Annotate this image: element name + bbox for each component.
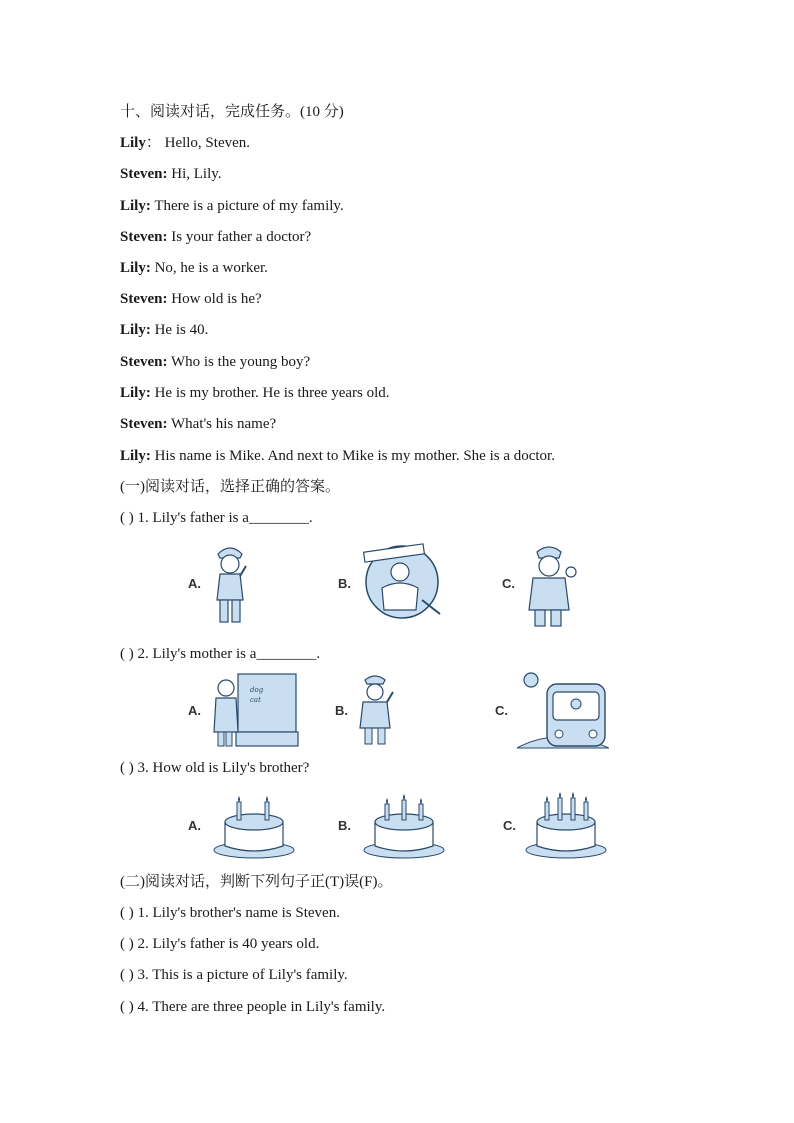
question-1-options <box>185 538 625 633</box>
svg-text:cat: cat <box>250 696 261 704</box>
utterance: What's his name? <box>170 416 277 432</box>
option-c-label: C. <box>495 703 508 718</box>
dialogue-line: Lily： Hello, Steven. <box>120 135 251 151</box>
dialogue-line <box>120 352 310 372</box>
nurse-icon <box>355 672 395 748</box>
teacher-icon <box>210 672 300 748</box>
svg-text:dog: dog <box>250 686 264 694</box>
option-c-label: C. <box>503 818 516 833</box>
tf-item-3: ( ) 3. This is a picture of Lily's family. <box>120 967 348 983</box>
option-c-label: C. <box>502 576 515 591</box>
utterance: He is my brother. He is three years old. <box>154 385 390 401</box>
utterance: Hello, Steven. <box>164 135 251 151</box>
question-3-options <box>185 786 625 866</box>
tf-item-4: ( ) 4. There are three people in Lily's family. <box>120 999 386 1015</box>
utterance: Who is the young boy? <box>170 354 311 370</box>
section-title: 十、阅读对话，完成任务。(10 分) <box>120 104 344 120</box>
cake-four-candles-icon <box>525 790 607 860</box>
part2-title: (二)阅读对话，判断下列句子正(T)误(F)。 <box>120 874 393 890</box>
speaker: Lily: <box>120 448 151 464</box>
cake-three-candles-icon <box>363 792 445 860</box>
utterance: Hi, Lily. <box>171 166 222 182</box>
option-b-label: B. <box>335 703 348 718</box>
part1-title: (一)阅读对话，选择正确的答案。 <box>120 479 340 495</box>
speaker: Steven: <box>120 291 168 307</box>
utterance: There is a picture of my family. <box>154 198 344 214</box>
worker-icon <box>360 540 450 622</box>
dialogue-line <box>120 258 268 278</box>
bus-driver-icon <box>517 668 609 750</box>
dialogue-line <box>120 227 311 247</box>
option-b-label: B. <box>338 818 351 833</box>
question-1: ( ) 1. Lily's father is a________. <box>120 510 313 526</box>
speaker: Lily: <box>120 322 151 338</box>
speaker: Lily <box>120 135 146 151</box>
speaker: Steven: <box>120 416 168 432</box>
speaker: Steven: <box>120 166 168 182</box>
question-2-options <box>185 668 625 750</box>
dialogue-line <box>120 383 390 403</box>
dialogue-line <box>120 414 276 434</box>
police-officer-icon <box>210 540 250 628</box>
dialogue-line <box>120 446 555 466</box>
speaker: Lily: <box>120 198 151 214</box>
option-b-label: B. <box>338 576 351 591</box>
utterance: He is 40. <box>154 322 209 338</box>
dialogue-line <box>120 320 208 340</box>
cake-two-candles-icon <box>213 792 295 860</box>
utterance: His name is Mike. And next to Mike is my mother. She is a doctor. <box>154 448 555 464</box>
speaker: Steven: <box>120 354 168 370</box>
dialogue-line <box>120 164 222 184</box>
option-a-label: A. <box>188 818 201 833</box>
utterance: How old is he? <box>171 291 262 307</box>
utterance: No, he is a worker. <box>154 260 268 276</box>
tf-item-2: ( ) 2. Lily's father is 40 years old. <box>120 936 320 952</box>
question-3: ( ) 3. How old is Lily's brother? <box>120 760 310 776</box>
speaker: Lily: <box>120 385 151 401</box>
utterance: Is your father a doctor? <box>171 229 312 245</box>
tf-item-1: ( ) 1. Lily's brother's name is Steven. <box>120 905 340 921</box>
option-a-label: A. <box>188 576 201 591</box>
dialogue-line <box>120 196 344 216</box>
speaker: Lily: <box>120 260 151 276</box>
dialogue-line <box>120 289 262 309</box>
option-a-label: A. <box>188 703 201 718</box>
question-2: ( ) 2. Lily's mother is a________. <box>120 646 321 662</box>
speaker: Steven: <box>120 229 168 245</box>
doctor-icon <box>523 540 579 630</box>
